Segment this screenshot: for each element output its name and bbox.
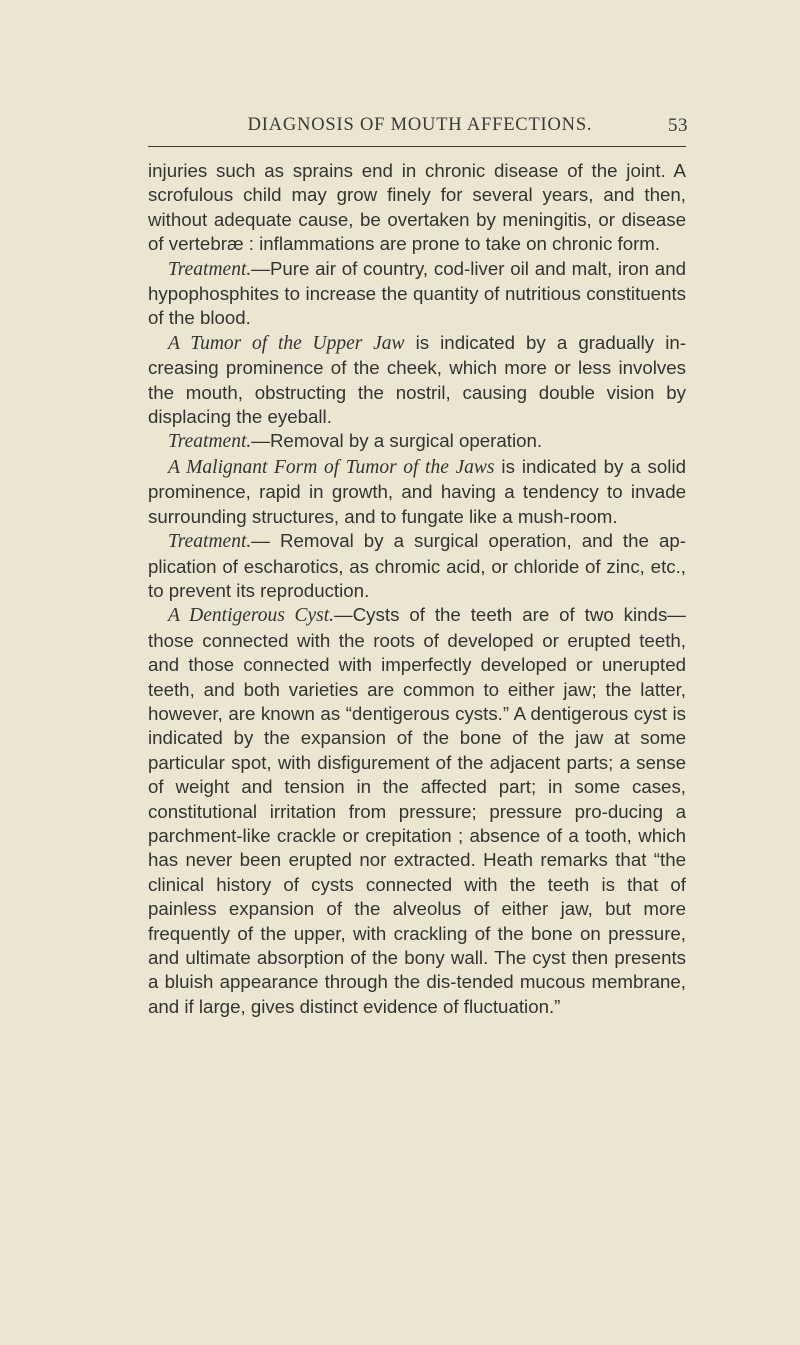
paragraph <box>148 257 686 331</box>
paragraph-heading: Treatment. <box>168 431 252 453</box>
paragraph-text: is indicated by a gradually in-creasing prominence of the cheek, which more or less involves the mouth, obstructing the nostril, causing double vision by displacing the eyeball. <box>148 331 686 428</box>
paragraph <box>148 159 686 257</box>
paragraph-heading: A Dentigerous Cyst. <box>168 605 334 627</box>
paragraph-heading: Treatment. <box>168 531 252 553</box>
paragraph-text: —Pure air of country, cod-liver oil and malt, iron and hypophosphites to increase the quantity of nutritious constituents of the blood. <box>148 257 686 329</box>
paragraph-text: injuries such as sprains end in chronic disease of the joint. A scrofulous child may grow finely for several years, and then, without adequate cause, be overtaken by meningitis, or disease of vertebræ : inflammations are prone to take on chronic form. <box>148 160 686 255</box>
paragraph-heading: A Malignant Form of Tumor of the Jaws <box>168 456 495 478</box>
paragraph-heading: Treatment. <box>168 258 252 280</box>
paragraph <box>148 429 686 454</box>
header-rule <box>148 146 686 147</box>
paragraph-text: —Cysts of the teeth are of two kinds— those connected with the roots of developed or erupted teeth, and those connected with imperfectly developed or unerupted teeth, and both varieties are common to either jaw; the latter, however, are known as “dentigerous cysts.” A dentigerous cyst is indicated by the expansion of the bone of the jaw at some particular spot, with disfigurement of the adjacent parts; a sense of weight and tension in the affected part; in some cases, constitutional irritation from pressure; pressure pro-ducing a parchment-like crackle or crepitation ; absence of a tooth, which has never been erupted nor extracted. Heath remarks that “the clinical history of cysts connected with the teeth is that of painless expansion of the alveolus of either jaw, but more frequently of the upper, with crackling of the bone on pressure, and ultimate absorption of the bony wall. The cyst then presents a bluish appearance through the dis-tended mucous membrane, and if large, gives distinct evidence of fluctuation.” <box>148 604 686 1017</box>
running-head <box>150 115 690 145</box>
paragraph-text: — Removal by a surgical operation, and the ap-plication of escharotics, as chromic acid, or chloride of zinc, etc., to prevent its reproduction. <box>148 530 686 601</box>
paragraph <box>148 529 686 603</box>
page-number: 53 <box>668 115 688 136</box>
paragraph <box>148 331 686 430</box>
paragraph-text: is indicated by a solid prominence, rapid in growth, and having a tendency to invade surrounding structures, and to fungate like a mush-room. <box>148 455 686 527</box>
paragraph <box>148 455 686 529</box>
paragraph <box>148 603 686 1019</box>
body-text <box>148 159 686 1019</box>
paragraph-text: —Removal by a surgical operation. <box>251 430 543 452</box>
paragraph-heading: A Tumor of the Upper Jaw <box>168 332 405 354</box>
running-title: DIAGNOSIS OF MOUTH AFFECTIONS. <box>247 115 593 135</box>
